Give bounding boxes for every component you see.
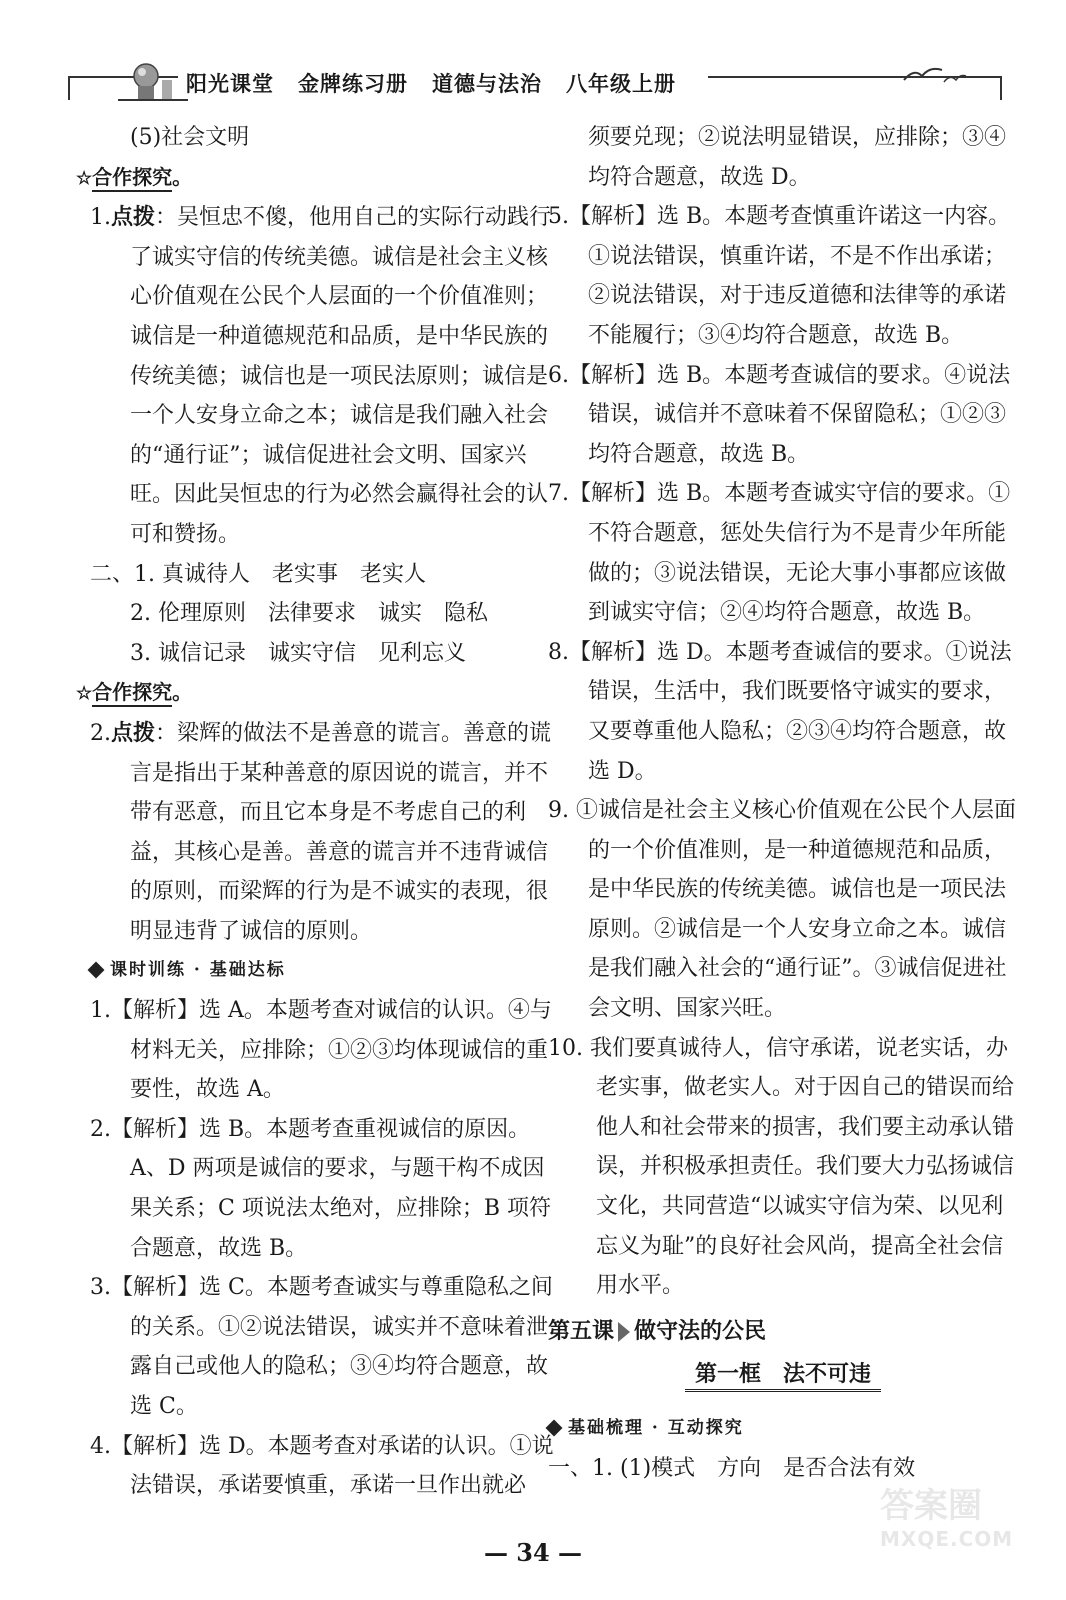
answer-basics-1: 一、1. (1)模式 方向 是否合法有效 [548,1455,916,1481]
header-subject: 道德与法治 [432,71,542,96]
fill-blank-2-1: 二、1. 真诚待人 老实事 老实人 [90,561,426,587]
answer-cooperation-2: 2.点拨：梁辉的做法不是善意的谎言。善意的谎言是指出于某种善意的原因说的谎言，并不带有恶意，而且它本身是不考虑自己的利益，其核心是善。善意的谎言并不违背诚信的原则，而梁辉的行为是不诚实的表现，很明显违背了诚信的原则。 [90,719,552,944]
section-heading-training: 课时训练 · 基础达标 [90,951,560,991]
right-column [548,118,1018,1488]
answer-9: 9. ①诚信是社会主义核心价值观在公民个人层面的一个价值准则，是一种道德规范和品质，是中华民族的传统美德。诚信也是一项民法原则。②诚信是一个人安身立命之本。诚信是我们融入社会的“通行证”。③诚信促进社会文明、国家兴旺。 [548,798,1016,1022]
star-icon: ☆ [76,167,93,189]
social-civilization-line: (5)社会文明 [130,125,250,150]
watermark-url: MXQE.COM [880,1527,1014,1551]
answer-3: 3.【解析】选 C。本题考查诚实与尊重隐私之间的关系。①②说法错误，诚实并不意味着泄露自己或他人的隐私；③④均符合题意，故选 C。 [90,1275,553,1419]
header-grade: 八年级上册 [566,71,676,96]
answer-2: 2.【解析】选 B。本题考查重视诚信的原因。A、D 两项是诚信的要求，与题干构不成因果关系；C 项说法太绝对，应排除；B 项符合题意，故选 B。 [90,1116,551,1261]
answer-4-continued: 须要兑现；②说法明显错误，应排除；③④均符合题意，故选 D。 [588,125,1007,190]
fill-blank-2-2: 2. 伦理原则 法律要求 诚实 隐私 [130,601,488,627]
lesson-heading: 第五课 做守法的公民 [548,1317,767,1344]
page-number: — 34 — [483,1538,583,1567]
header-title [178,68,708,98]
answer-6: 6.【解析】选 B。本题考查诚信的要求。④说法错误，诚信并不意味着不保留隐私；①②③均符合题意，故选 B。 [548,362,1011,467]
section-heading-basics: 基础梳理 · 互动探究 [548,1409,1018,1449]
frame-title: 第一框 法不可违 [548,1355,1018,1395]
section-heading-cooperation-2: ☆合作探究。 [90,673,560,714]
diamond-icon [546,1419,563,1436]
answer-5: 5.【解析】选 B。本题考查慎重许诺这一内容。①说法错误，慎重许诺，不是不作出承诺；②说法错误，对于违反道德和法律等的承诺不能履行；③④均符合题意，故选 B。 [548,204,1011,348]
section-heading-cooperation-1: ☆合作探究。 [90,158,560,199]
answer-7: 7.【解析】选 B。本题考查诚实守信的要求。①不符合题意，惩处失信行为不是青少年所能做的；③说法错误，无论大事小事都应该做到诚实守信；②④均符合题意，故选 B。 [548,481,1011,626]
watermark-logo [880,1478,1014,1588]
birds-icon [898,62,968,90]
page-header [68,62,998,102]
answer-8: 8.【解析】选 D。本题考查诚信的要求。①说法错误，生活中，我们既要恪守诚实的要求，又要尊重他人隐私；②③④均符合题意，故选 D。 [548,639,1012,784]
answer-4: 4.【解析】选 D。本题考查对承诺的认识。①说法错误，承诺要慎重，承诺一旦作出就必 [90,1433,554,1499]
left-column [76,118,560,1506]
fill-blank-2-3: 3. 诚信记录 诚实守信 见利忘义 [130,640,466,666]
answer-10: 10. 我们要真诚待人，信守承诺，说老实话，办老实事，做老实人。对于因自己的错误而给他人和社会带来的损害，我们要主动承认错误，并积极承担责任。我们要大力弘扬诚信文化，共同营造“以诚实守信为荣、以见利忘义为耻”的良好社会风尚，提高全社会信用水平。 [548,1035,1015,1299]
header-series: 金牌练习册 [298,71,408,96]
watermark-text: 答案圈 [880,1486,982,1526]
answer-cooperation-1: 1.点拨：吴恒忠不傻，他用自己的实际行动践行了诚实守信的传统美德。诚信是社会主义核心价值观在公民个人层面的一个价值准则；诚信是一种道德规范和品质，是中华民族的传统美德；诚信也是一项民法原则；诚信是一个人安身立命之本；诚信是我们融入社会的“通行证”；诚信促进社会文明、国家兴旺。因此吴恒忠的行为必然会赢得社会的认可和赞扬。 [90,204,552,547]
arrow-icon [618,1322,630,1342]
header-brand: 阳光课堂 [186,71,274,96]
star-icon: ☆ [76,683,93,705]
answer-1: 1.【解析】选 A。本题考查对诚信的认识。④与材料无关，应排除；①②③均体现诚信的重要性，故选 A。 [90,998,552,1103]
diamond-icon [88,961,105,978]
